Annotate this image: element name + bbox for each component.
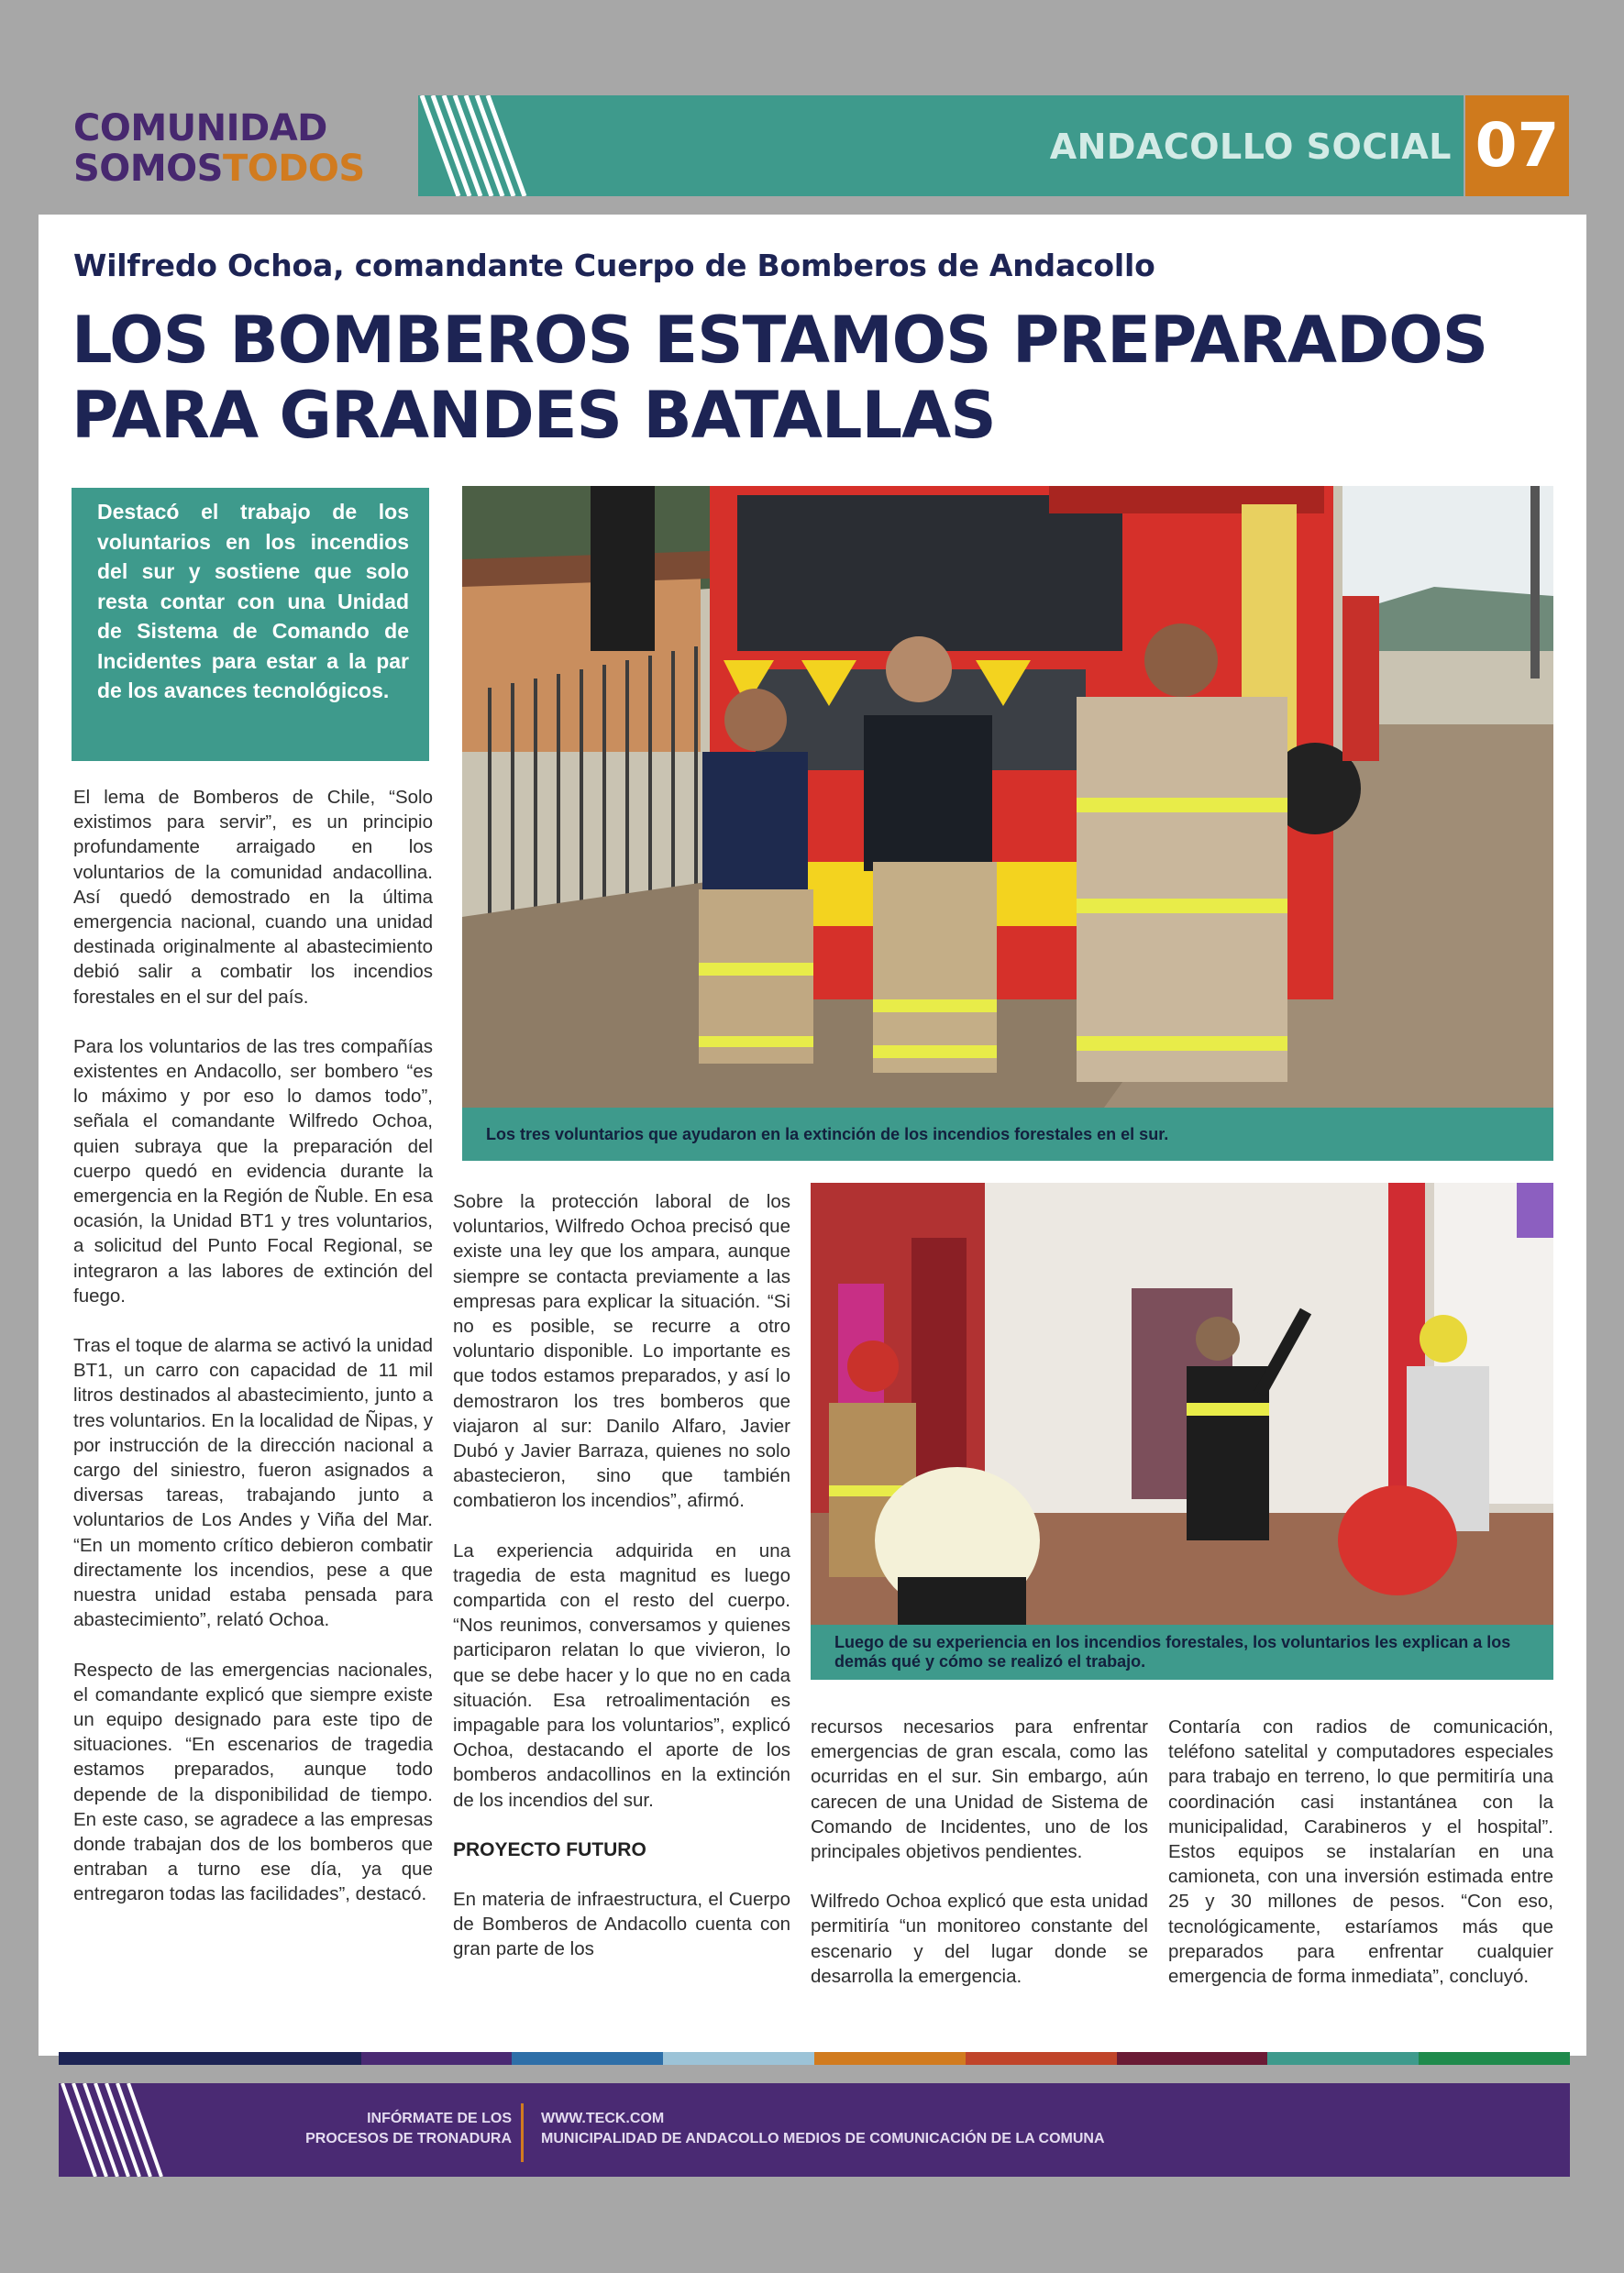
lead-box: Destacó el trabajo de los voluntarios en los incendios del sur y sostiene que solo resta contar con una Unidad de Sistema de Comando de Incidentes para estar a la par de los avances tecnológicos.	[72, 488, 429, 761]
column-1-paragraph-4: Respecto de las emergencias nacionales, el comandante explicó que siempre existe un equipo designado para este tipo de situaciones. “En escenarios de tragedia estamos preparados, aunque todo depende de la disponibilidad de tiempo. En este caso, se agradece a las empresas donde trabajan dos de los bomberos que entraban a turno ese día, ya que entregaron todas las facilidades”, destacó.	[73, 1659, 433, 1905]
photo-firefighters-truck-caption: Los tres voluntarios que ayudaron en la extinción de los incendios forestales en el sur.	[462, 1108, 1553, 1161]
article-column-1	[73, 785, 433, 1907]
headline-line-2: PARA GRANDES BATALLAS	[72, 378, 996, 453]
photo-briefing	[811, 1183, 1553, 1625]
brand-logo	[73, 108, 365, 189]
column-1-paragraph-3: Tras el toque de alarma se activó la unidad BT1, un carro con capacidad de 11 mil litros destinados al abastecimiento, junto a tres voluntarios. En la localidad de Ñipas, y por instrucción de la dirección nacional a cargo del siniestro, fueron asignados a diversas tareas, trabajando junto a voluntarios de Los Andes y Viña del Mar. “En un momento crítico debieron combatir directamente los incendios, pese a que nuestra unidad estaba pensada para abastecimiento”, relató Ochoa.	[73, 1335, 433, 1631]
footer-stripes-decoration	[59, 2083, 178, 2177]
column-3-paragraph-2: Wilfredo Ochoa explicó que esta unidad permitiría “un monitoreo constante del escenario y del lugar donde se desarrolla la emergencia.	[811, 1891, 1148, 1987]
column-1-paragraph-1: El lema de Bomberos de Chile, “Solo existimos para servir”, es un principio profundamente arraigado en los voluntarios de la comunidad andacollina. Así quedó demostrado en la última emergencia nacional, cuando una unidad destinada originalmente al abastecimiento debió salir a combatir los incendios forestales en el sur del país.	[73, 787, 433, 1008]
article-column-4	[1168, 1715, 1553, 1989]
article-headline	[72, 303, 1557, 453]
headline-line-1: LOS BOMBEROS ESTAMOS PREPARADOS	[72, 303, 1488, 378]
column-1-paragraph-2: Para los voluntarios de las tres compañías existentes en Andacollo, ser bombero “es lo máximo y por eso lo damos todo”, señala el comandante Wilfredo Ochoa, quien subraya que la preparación del cuerpo quedó en evidencia durante la emergencia en la Región de Ñuble. En esa ocasión, la Unidad BT1 y tres voluntarios, a solicitud del Punto Focal Regional, se integraron a las labores de extinción del fuego.	[73, 1035, 433, 1307]
photo-briefing-image	[811, 1183, 1553, 1625]
article-column-2	[453, 1189, 790, 1962]
column-2-paragraph-1: Sobre la protección laboral de los voluntarios, Wilfredo Ochoa precisó que existe una ley que los ampara, aunque siempre se contacta previamente a las empresas para explicar la situación. “Si no es posible, se recurre a otro voluntario disponible. Lo importante es que todos estamos preparados, y así lo demostraron los tres bomberos que viajaron al sur: Danilo Alfaro, Javier Dubó y Javier Barraza, quienes no solo abastecieron, sino que también combatieron los incendios”, afirmó.	[453, 1191, 790, 1512]
brand-line-1: COMUNIDAD	[73, 107, 327, 149]
photo-firefighters-truck-image	[462, 486, 1553, 1108]
footer-website-link[interactable]: WWW.TECK.COM	[541, 2111, 665, 2126]
section-name: ANDACOLLO SOCIAL	[1049, 127, 1452, 167]
footer-left-line-2: PROCESOS DE TRONADURA	[305, 2131, 512, 2146]
page-number: 07	[1465, 95, 1569, 196]
footer-left-text	[183, 2109, 512, 2149]
article-column-3	[811, 1715, 1148, 1989]
column-2-subheading: PROYECTO FUTURO	[453, 1838, 646, 1860]
header-stripes-decoration	[418, 95, 547, 196]
column-2-paragraph-3: En materia de infraestructura, el Cuerpo de Bomberos de Andacollo cuenta con gran parte de los	[453, 1889, 790, 1960]
brand-line-2a: SOMOS	[73, 148, 223, 190]
footer-left-line-1: INFÓRMATE DE LOS	[367, 2111, 512, 2126]
column-3-paragraph-1: recursos necesarios para enfrentar emergencias de gran escala, como las ocurridas en el sur. Sin embargo, aún carecen de una Unidad de Sistema de Comando de Incidentes, uno de los principales objetivos pendientes.	[811, 1716, 1148, 1863]
column-2-paragraph-2: La experiencia adquirida en una tragedia de esta magnitud es luego compartida con el resto del cuerpo. “Nos reunimos, conversamos y quienes participaron relatan lo que vivieron, lo que se debe hacer y lo que no en cada situación. Esa retroalimentación es impagable para los voluntarios”, explicó Ochoa, destacando el aporte de los bomberos andacollinos en la extinción de los incendios del sur.	[453, 1539, 790, 1811]
footer-right-line-2: MUNICIPALIDAD DE ANDACOLLO MEDIOS DE COMUNICACIÓN DE LA COMUNA	[541, 2131, 1105, 2146]
footer-color-bar	[59, 2052, 1570, 2065]
article-kicker: Wilfredo Ochoa, comandante Cuerpo de Bomberos de Andacollo	[73, 248, 1155, 283]
footer-separator	[521, 2103, 524, 2162]
column-4-paragraph-1: Contaría con radios de comunicación, teléfono satelital y computadores especiales para trabajo en terreno, lo que permitiría una coordinación casi instantánea con la municipalidad, Carabineros y el hospital”. Estos equipos se instalarían en una camioneta, con una inversión estimada entre 25 y 30 millones de pesos. “Con eso, tecnológicamente, estaríamos más que preparados para enfrentar cualquier emergencia de forma inmediata”, concluyó.	[1168, 1716, 1553, 1988]
photo-briefing-caption: Luego de su experiencia en los incendios forestales, los voluntarios les explican a los demás qué y cómo se realizó el trabajo.	[811, 1625, 1553, 1680]
footer-right-text	[541, 2109, 1105, 2149]
photo-firefighters-truck	[462, 486, 1553, 1108]
brand-line-2b: TODOS	[222, 148, 365, 190]
